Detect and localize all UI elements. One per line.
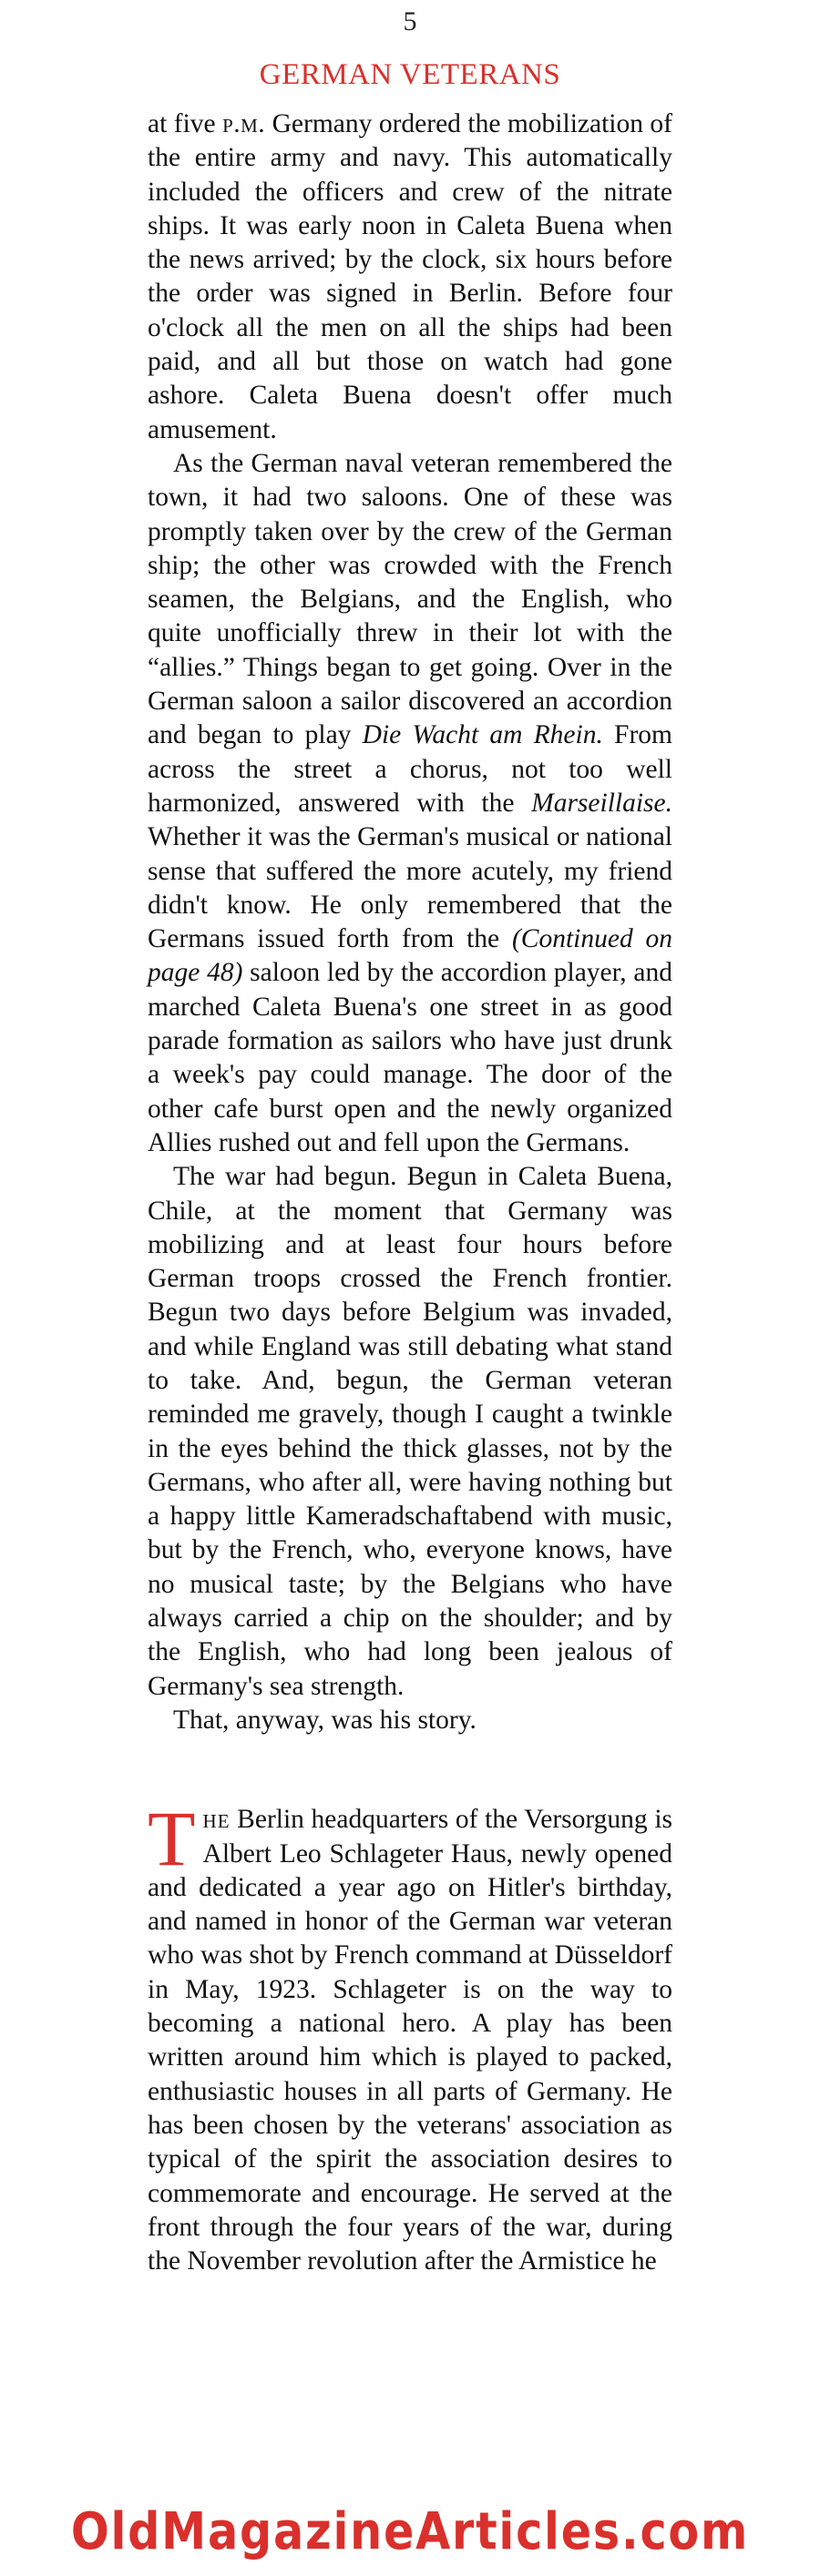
drop-cap-continuation: he [202, 1805, 231, 1835]
time-abbreviation: p.m. [222, 109, 266, 138]
site-watermark-logo: OldMagazineArticles.com [70, 2502, 750, 2561]
article-column [148, 107, 672, 2278]
running-header-title: GERMAN VETERANS [259, 58, 561, 91]
song-title-marseillaise: Marseillaise. [531, 788, 672, 818]
article-paragraph-2: As the German naval veteran remembered the town, it had two saloons. One of these was promptly taken over by the crew of the German ship; the other was crowded with the French seamen, the Belgians, and the English, who quite unofficially threw in their lot with the “allies.” Things began to get going. Over in the German saloon a sailor discovered an accordion and began to play Die Wacht am Rhein. From across the street a chorus, not too well harmonized, answered with the Marseillaise. Whether it was the German's musical or national sense that suffered the more acutely, my friend didn't know. He only remembered that the Germans issued forth from the (Continued on page 48) saloon led by the accordion player, and marched Caleta Buena's one street in as good parade formation as sailors who have just drunk a week's pay could manage. The door of the other cafe burst open and the newly organized Allies rushed out and fell upon the Germans. [148, 448, 672, 1157]
article-paragraph-3: The war had begun. Begun in Caleta Buena, Chile, at the moment that Germany was mobilizing and at least four hours before German troops crossed the French frontier. Begun two days before Belgium was invaded, and while England was still debating what stand to take. And, begun, the German veteran reminded me gravely, though I caught a twinkle in the eyes behind the thick glasses, not by the Germans, who after all, were having nothing but a happy little Kameradschaftabend with music, but by the French, who, everyone knows, have no musical taste; by the Belgians who have always carried a chip on the shoulder; and by the English, who had long been jealous of Germany's sea strength. [148, 1162, 672, 1701]
article-paragraph-5: The Berlin headquarters of the Versorgung is Albert Leo Schlageter Haus, newly opened and dedicated a year ago on Hitler's birthday, and named in honor of the German war veteran who was shot by French command at Düsseldorf in May, 1923. Schlageter is on the way to becoming a national hero. A play has been written around him which is played to packed, enthusiastic houses in all parts of Germany. He has been chosen by the veterans' association as typical of the spirit the association desires to commemorate and encourage. He served at the front through the four years of the war, during the November revolution after the Armistice he [148, 1795, 672, 2276]
continued-on-page-link[interactable]: (Continued on page 48) [148, 924, 672, 988]
drop-cap-letter: T [148, 1795, 196, 1883]
song-title-wacht-am-rhein: Die Wacht am Rhein. [362, 720, 603, 750]
article-paragraph-1: at five p.m. Germany ordered the mobilization of the entire army and navy. This automatically included the officers and crew of the nitrate ships. It was early noon in Caleta Buena when the news arrived; by the clock, six hours before the order was signed in Berlin. Before four o'clock all the men on all the ships had been paid, and all but those on watch had gone ashore. Caleta Buena doesn't offer much amusement. [148, 109, 672, 444]
article-paragraph-4: That, anyway, was his story. [173, 1705, 477, 1735]
page-number: 5 [403, 6, 417, 36]
